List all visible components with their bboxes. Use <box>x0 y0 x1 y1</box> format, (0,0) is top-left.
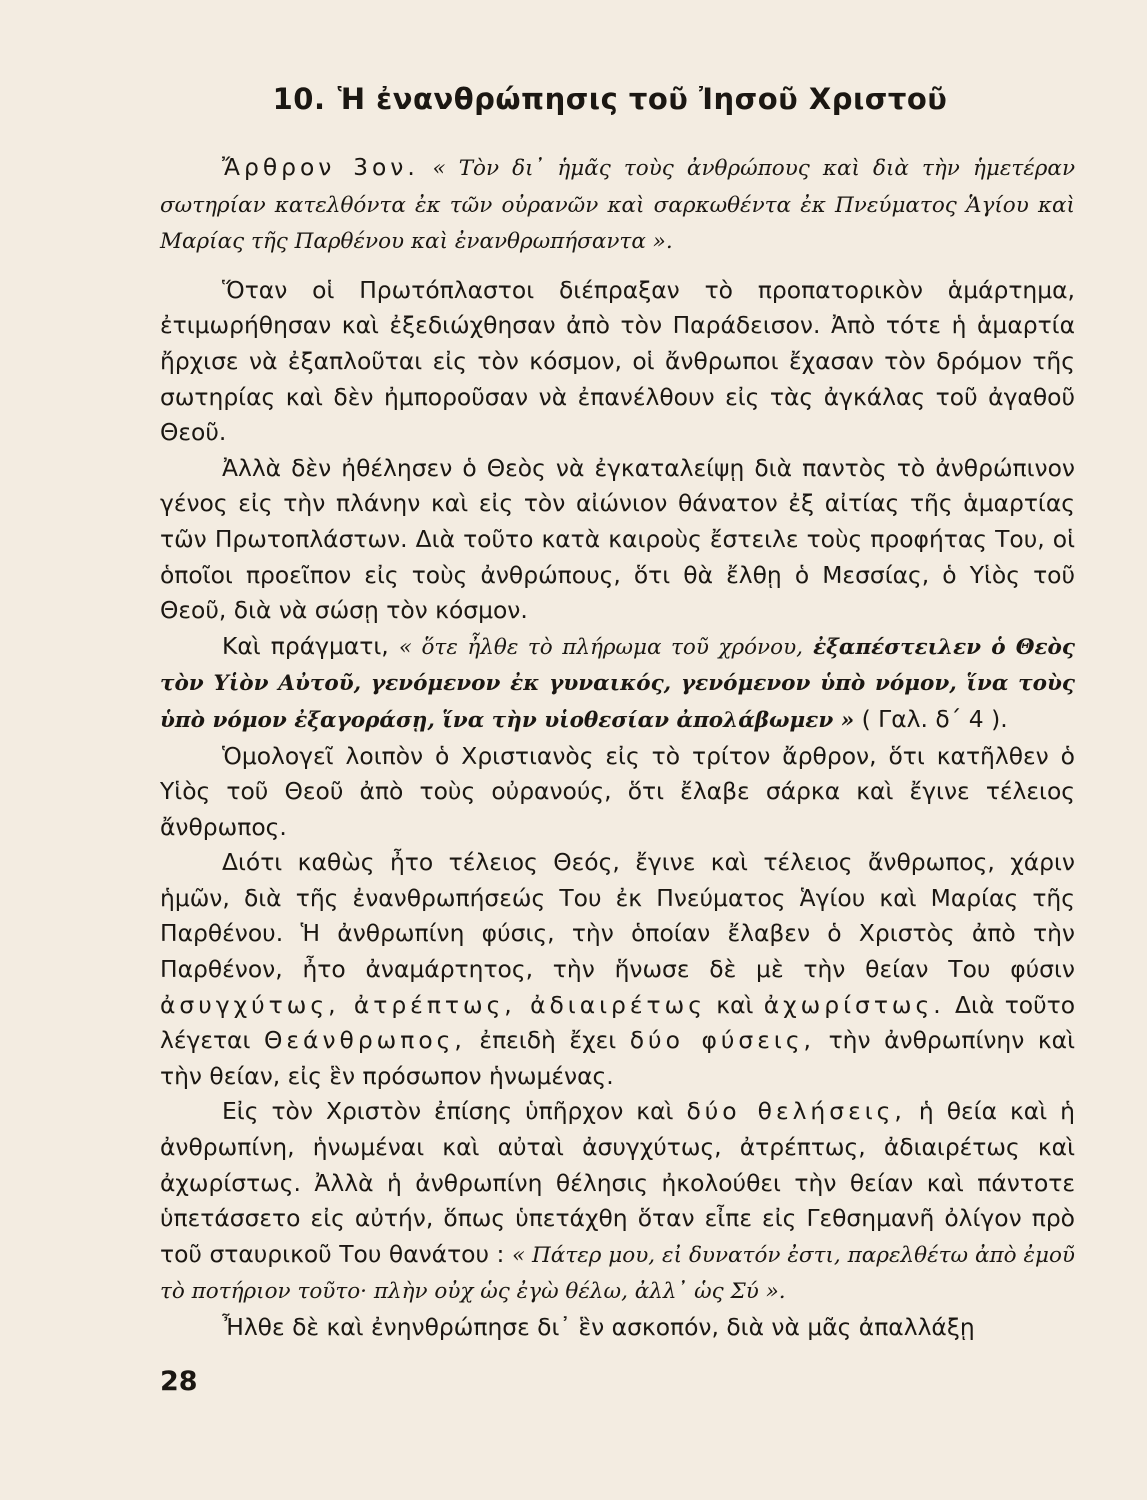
chapter-number: 10. <box>272 82 326 116</box>
paragraph-6-a: Εἰς τὸν Χριστὸν ἐπίσης ὑπῆρχον καὶ <box>222 1097 674 1126</box>
paragraph-6-b: ἡ θεία καὶ ἡ ἀνθρωπίνη, ἡνωμέναι καὶ αὐταὶ ἀσυγχύτως, ἀτρέπτως, ἀδιαιρέτως καὶ ἀχωρίστως. Ἀλλὰ ἡ ἀνθρωπίνη θέλησις ἠκολούθει τὴν θείαν καὶ πάντοτε ὑπετάσσετο εἰς αὐτήν, ὅπως ὑπετάχθη ὅταν εἶπε εἰς Γεθσημανῆ ὀλίγον πρὸ τοῦ σταυρικοῦ Του θανάτου : <box>160 1097 1075 1268</box>
scripture-quote-a: « ὅτε ἦλθε τὸ πλήρωμα τοῦ χρόνου, <box>398 634 803 660</box>
paragraph-3-start: Καὶ πράγματι, <box>222 631 389 660</box>
paragraph-5-d: τὴν ἀνθρωπίνην καὶ τὴν θείαν, εἰς ἓν πρόσωπον ἡνωμένας. <box>160 1026 1076 1090</box>
paragraph-2: Ἀλλὰ δὲν ἠθέλησεν ὁ Θεὸς νὰ ἐγκαταλείψῃ διὰ παντὸς τὸ ἀνθρώπινον γένος εἰς τὴν πλάνην καὶ εἰς τὸν αἰώνιον θάνατον ἐξ αἰτίας τῆς ἁμαρτίας τῶν Πρωτοπλάστων. Διὰ τοῦτο κατὰ καιροὺς ἔστειλε τοὺς προφήτας Του, οἱ ὁποῖοι προεῖπον εἰς τοὺς ἀνθρώπους, ὅτι θὰ ἔλθῃ ὁ Μεσσίας, ὁ Υἱὸς τοῦ Θεοῦ, διὰ νὰ σώσῃ τὸν κόσμον. <box>160 453 1075 625</box>
paragraph-6 <box>160 1094 1075 1310</box>
page-number: 28 <box>160 1366 198 1397</box>
spaced-term-1: ἀσυγχύτως, ἀτρέπτως, ἀδιαιρέτως <box>160 990 706 1019</box>
spaced-term-2: ἀχωρίστως. <box>763 990 945 1019</box>
paragraph-5-kai: καὶ <box>716 990 754 1019</box>
spaced-term-3: Θεάνθρωπος, <box>263 1026 466 1055</box>
paragraph-5 <box>160 845 1075 1094</box>
paragraph-5-b: Διὰ τοῦτο λέγεται <box>160 990 1076 1055</box>
chapter-body <box>160 150 1075 1346</box>
gethsemane-quote: « Πάτερ μου, εἰ δυνατόν ἐστι, παρελθέτω ἀπὸ ἐμοῦ τὸ ποτήριον τοῦτο· πλὴν οὐχ ὡς ἐγὼ θέλω, ἀλλ᾽ ὡς Σύ ». <box>160 1242 1075 1305</box>
paragraph-1: Ὅταν οἱ Πρωτόπλαστοι διέπραξαν τὸ προπατορικὸν ἁμάρτημα, ἐτιμωρήθησαν καὶ ἐξεδιώχθησαν ἀπὸ τὸν Παράδεισον. Ἀπὸ τότε ἡ ἁμαρτία ἤρχισε νὰ ἐξαπλοῦται εἰς τὸν κόσμον, οἱ ἄνθρωποι ἔχασαν τὸν δρόμον τῆς σωτηρίας καὶ δὲν ἠμποροῦσαν νὰ ἐπανέλθουν εἰς τὰς ἀγκάλας τοῦ ἀγαθοῦ Θεοῦ. <box>160 275 1075 447</box>
paragraph-5-c: ἐπειδὴ ἔχει <box>479 1026 617 1055</box>
paragraph-3 <box>160 629 1075 739</box>
spaced-term-5: δύο θελήσεις, <box>686 1097 906 1126</box>
paragraph-5-a: Διότι καθὼς ἦτο τέλειος Θεός, ἔγινε καὶ τέλειος ἄνθρωπος, χάριν ἡμῶν, διὰ τῆς ἐνανθρωπήσεώς Του ἐκ Πνεύματος Ἁγίου καὶ Μαρίας τῆς Παρθένου. Ἡ ἀνθρωπίνη φύσις, τὴν ὁποίαν ἔλαβεν ὁ Χριστὸς ἀπὸ τὴν Παρθένον, ἦτο ἀναμάρτητος, τὴν ἥνωσε δὲ μὲ τὴν θείαν Του φύσιν <box>160 848 1075 984</box>
paragraph-7: Ἦλθε δὲ καὶ ἐνηνθρώπησε δι᾽ ἓν ασκοπόν, διὰ νὰ μᾶς ἀπαλλάξῃ <box>222 1313 975 1341</box>
creed-quote: « Τὸν δι᾽ ἡμᾶς τοὺς ἀνθρώπους καὶ διὰ τὴν ἡμετέραν σωτηρίαν κατελθόντα ἐκ τῶν οὐρανῶν καὶ σαρκωθέντα ἐκ Πνεύματος Ἁγίου καὶ Μαρίας τῆς Παρθένου καὶ ἐνανθρωπήσαντα ». <box>160 156 1076 255</box>
scripture-reference: ( Γαλ. δ΄ 4 ). <box>861 704 1008 733</box>
paragraph-4: Ὁμολογεῖ λοιπὸν ὁ Χριστιανὸς εἰς τὸ τρίτον ἄρθρον, ὅτι κατῆλθεν ὁ Υἱὸς τοῦ Θεοῦ ἀπὸ τοὺς οὐρανούς, ὅτι ἔλαβε σάρκα καὶ ἔγινε τέλειος ἄνθρωπος. <box>160 741 1075 841</box>
scripture-quote-b: ἐξαπέστειλεν ὁ Θεὸς τὸν Υἱὸν Αὐτοῦ, γενόμενον ἐκ γυναικός, γενόμενον ὑπὸ νόμον, ἵνα τοὺς ὑπὸ νόμον ἐξαγοράσῃ, ἵνα τὴν υἱοθεσίαν ἀπολάβωμεν » <box>160 634 1075 733</box>
chapter-title-text: Ἡ ἐνανθρώπησις τοῦ Ἰησοῦ Χριστοῦ <box>337 82 948 116</box>
article-label: Ἄρθρον 3ον. <box>222 153 419 181</box>
article-paragraph <box>160 150 1075 260</box>
spaced-term-4: δύο φύσεις, <box>629 1026 815 1055</box>
chapter-title <box>160 82 1060 116</box>
